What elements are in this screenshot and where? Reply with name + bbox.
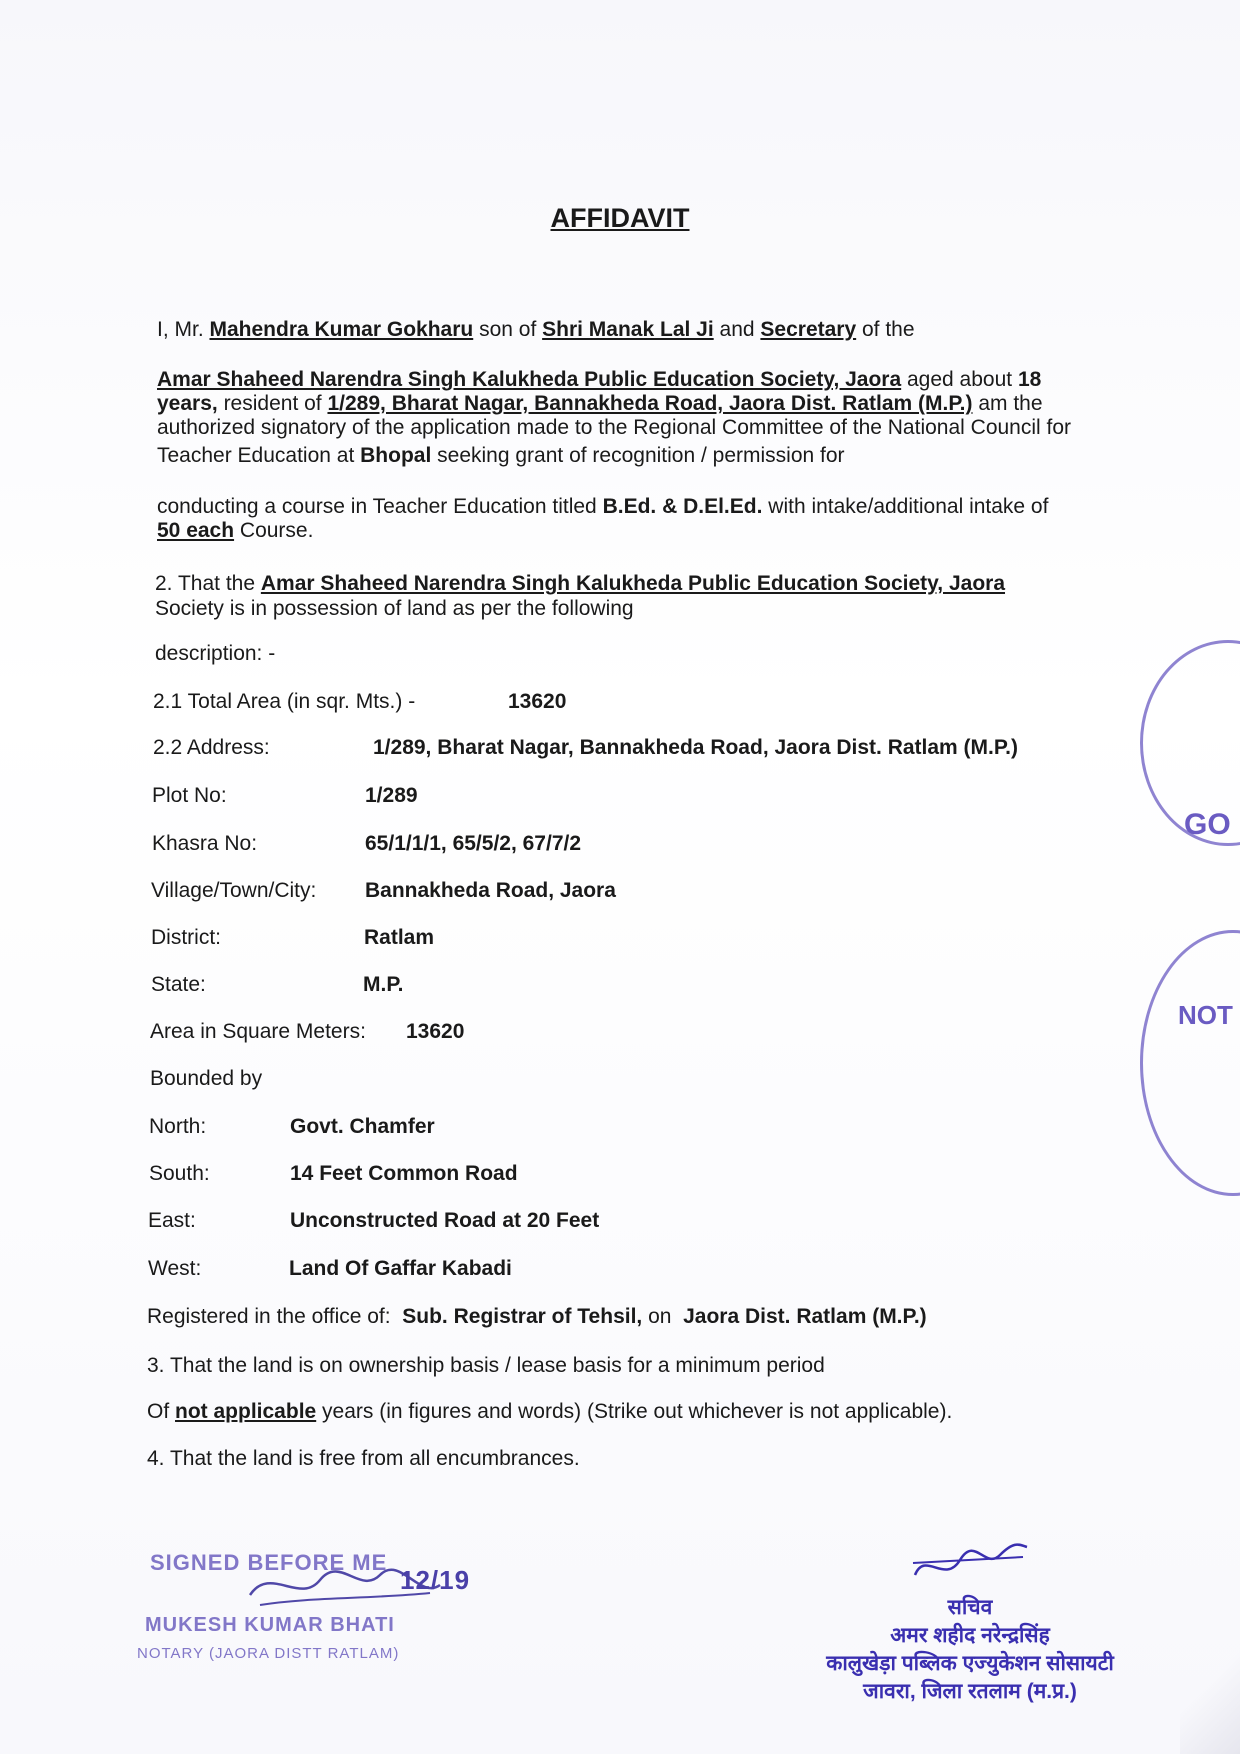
seal-line-2: अमर शहीद नरेन्द्रसिंह <box>890 1624 1050 1647</box>
notary-signed-before: SIGNED BEFORE ME <box>150 1550 388 1575</box>
area-row: Area in Square Meters: 13620 <box>150 1020 465 1043</box>
notary-stamp-lower <box>1140 930 1240 1196</box>
course-title: B.Ed. & D.El.Ed. <box>602 495 763 518</box>
para2-line2: Society is in possession of land as per the following <box>155 597 634 620</box>
designation: Secretary <box>760 318 857 341</box>
area-value: 13620 <box>406 1020 465 1043</box>
para1b-line1: conducting a course in Teacher Education titled B.Ed. & D.El.Ed. with intake/additional intake of <box>157 495 1049 518</box>
place: Bhopal <box>360 444 432 467</box>
society-name-2: Amar Shaheed Narendra Singh Kalukheda Public Education Society, Jaora <box>260 572 1006 595</box>
para1b-line2: 50 each Course. <box>157 519 314 542</box>
plot-value: 1/289 <box>365 784 418 807</box>
address-value: 1/289, Bharat Nagar, Bannakheda Road, Jaora Dist. Ratlam (M.P.) <box>373 736 1019 759</box>
secretary-signature <box>905 1535 1035 1595</box>
notary-stamp-upper-text: GO <box>1184 808 1231 841</box>
registered-row: Registered in the office of: Sub. Registrar of Tehsil, on Jaora Dist. Ratlam (M.P.) <box>147 1305 927 1328</box>
south-value: 14 Feet Common Road <box>290 1162 518 1185</box>
residence: 1/289, Bharat Nagar, Bannakheda Road, Jaora Dist. Ratlam (M.P.) <box>327 392 973 415</box>
seal-line-1: सचिव <box>947 1596 993 1619</box>
khasra-value: 65/1/1/1, 65/5/2, 67/7/2 <box>365 832 582 855</box>
seal-line-3: कालुखेड़ा पब्लिक एज्युकेशन सोसायटी <box>826 1652 1114 1675</box>
intake: 50 each <box>157 519 235 542</box>
father-name: Shri Manak Lal Ji <box>542 318 714 341</box>
para1-line5: Teacher Education at Bhopal seeking grant of recognition / permission for <box>157 444 845 467</box>
age: 18 <box>1017 368 1042 391</box>
total-area-value: 13620 <box>508 690 567 713</box>
village-value: Bannakheda Road, Jaora <box>365 879 616 902</box>
para2-line1: 2. That the Amar Shaheed Narendra Singh Kalukheda Public Education Society, Jaora <box>155 572 1006 595</box>
state-value: M.P. <box>363 973 404 996</box>
district-value: Ratlam <box>364 926 435 949</box>
east-value: Unconstructed Road at 20 Feet <box>290 1209 600 1232</box>
bounded-by-label: Bounded by <box>150 1067 263 1090</box>
seal-line-4: जावरा, जिला रतलाम (म.प्र.) <box>863 1680 1077 1703</box>
total-area-row: 2.1 Total Area (in sqr. Mts.) - 13620 <box>153 690 567 713</box>
address-row: 2.2 Address: 1/289, Bharat Nagar, Bannakheda Road, Jaora Dist. Ratlam (M.P.) <box>153 736 1019 759</box>
plot-row: Plot No: 1/289 <box>152 784 418 807</box>
notary-jurisdiction: NOTARY (JAORA DISTT RATLAM) <box>137 1645 400 1662</box>
para1-line4: authorized signatory of the application made to the Regional Committee of the National Council for <box>157 416 1072 439</box>
para3-line2: Of not applicable years (in figures and words) (Strike out whichever is not applicable). <box>147 1400 953 1423</box>
notary-date: 12/19 <box>400 1565 471 1595</box>
para1-line2: Amar Shaheed Narendra Singh Kalukheda Public Education Society, Jaora aged about 18 <box>157 368 1042 391</box>
registered-office: Sub. Registrar of Tehsil, <box>402 1305 643 1328</box>
registered-place: Jaora Dist. Ratlam (M.P.) <box>683 1305 927 1328</box>
north-row: North: Govt. Chamfer <box>149 1115 435 1138</box>
district-row: District: Ratlam <box>151 926 435 949</box>
document-title: AFFIDAVIT <box>550 203 690 233</box>
west-value: Land Of Gaffar Kabadi <box>289 1257 512 1280</box>
society-name: Amar Shaheed Narendra Singh Kalukheda Public Education Society, Jaora <box>157 368 902 391</box>
east-row: East: Unconstructed Road at 20 Feet <box>148 1209 600 1232</box>
state-row: State: M.P. <box>151 973 404 996</box>
deponent-name: Mahendra Kumar Gokharu <box>209 318 474 341</box>
lease-period: not applicable <box>175 1400 317 1423</box>
para4: 4. That the land is free from all encumbrances. <box>147 1447 580 1470</box>
page-fold-shadow <box>1180 1554 1240 1754</box>
notary-name: MUKESH KUMAR BHATI <box>145 1614 395 1636</box>
north-value: Govt. Chamfer <box>290 1115 435 1138</box>
para1-line1: I, Mr. Mahendra Kumar Gokharu son of Shri Manak Lal Ji and Secretary of the <box>157 318 915 341</box>
notary-stamp-lower-text: NOT <box>1178 1000 1233 1030</box>
para1-line3: years, resident of 1/289, Bharat Nagar, Bannakheda Road, Jaora Dist. Ratlam (M.P.) am the <box>157 392 1043 415</box>
south-row: South: 14 Feet Common Road <box>149 1162 518 1185</box>
village-row: Village/Town/City: Bannakheda Road, Jaora <box>151 879 616 902</box>
para3-line1: 3. That the land is on ownership basis / lease basis for a minimum period <box>147 1354 825 1377</box>
west-row: West: Land Of Gaffar Kabadi <box>148 1257 512 1280</box>
khasra-row: Khasra No: 65/1/1/1, 65/5/2, 67/7/2 <box>152 832 582 855</box>
para2-line3: description: - <box>155 642 276 665</box>
